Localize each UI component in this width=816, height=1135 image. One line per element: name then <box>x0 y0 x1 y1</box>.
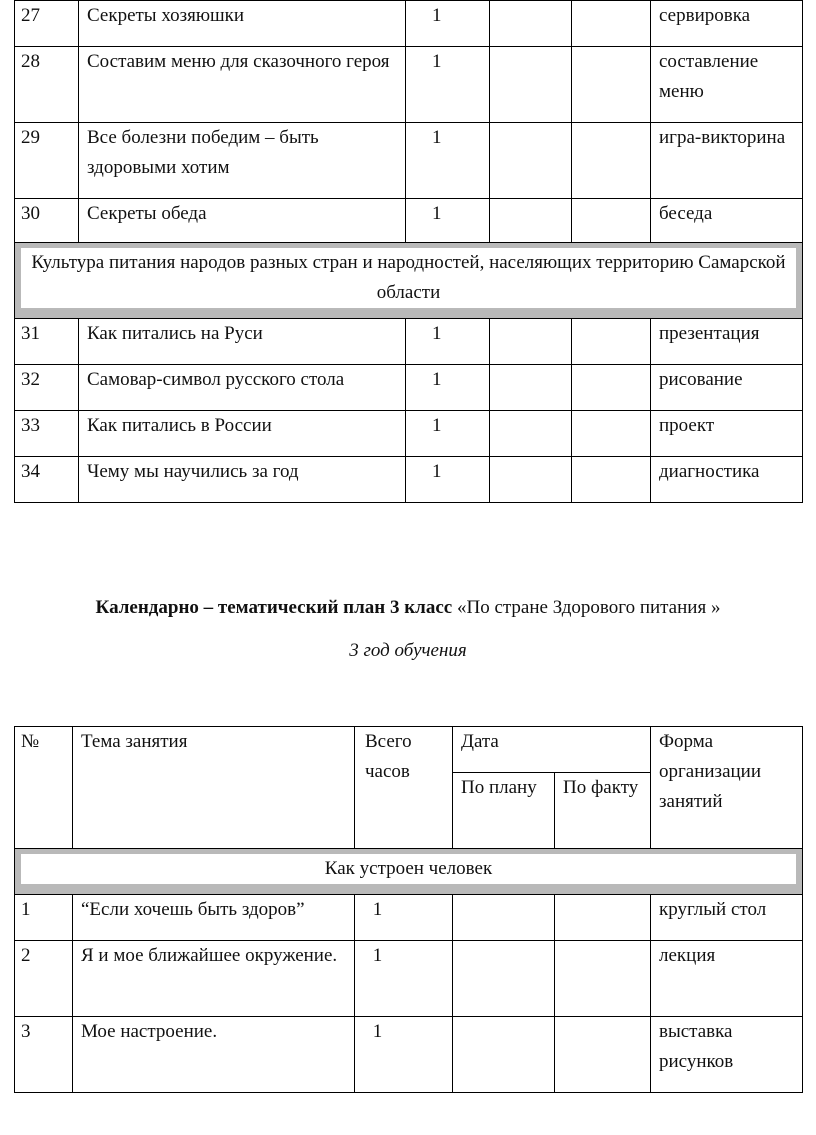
date-plan-cell <box>490 47 572 123</box>
table-row <box>15 47 803 123</box>
row-number: 3 <box>15 1017 73 1093</box>
lesson-hours: 1 <box>406 319 490 365</box>
plan-subheading: 3 год обучения <box>349 640 467 661</box>
row-number: 2 <box>15 941 73 1017</box>
table-row <box>15 319 803 365</box>
lesson-topic: Секреты обеда <box>79 199 406 243</box>
date-plan-cell <box>490 1 572 47</box>
date-plan-cell <box>453 1017 555 1093</box>
date-fact-cell <box>572 47 651 123</box>
row-number: 34 <box>15 457 79 503</box>
row-number: 27 <box>15 1 79 47</box>
date-plan-cell <box>490 411 572 457</box>
row-number: 32 <box>15 365 79 411</box>
table-row <box>15 411 803 457</box>
section-title: Культура питания народов разных стран и народностей, населяющих территорию Самарской области <box>21 248 796 308</box>
plan-heading <box>0 593 816 623</box>
table-row <box>15 123 803 199</box>
col-header-plan: По плану <box>453 773 555 849</box>
lesson-topic: Мое настроение. <box>73 1017 355 1093</box>
lesson-form: круглый стол <box>651 895 803 941</box>
lesson-plan-table-continued <box>14 0 803 503</box>
section-cell <box>15 849 803 895</box>
lesson-topic: Все болезни победим – быть здоровыми хотим <box>79 123 406 199</box>
lesson-form: сервировка <box>651 1 803 47</box>
col-header-number: № <box>15 727 73 849</box>
lesson-topic: Составим меню для сказочного героя <box>79 47 406 123</box>
lesson-form: составление меню <box>651 47 803 123</box>
header-row <box>15 727 803 773</box>
lesson-hours: 1 <box>406 1 490 47</box>
row-number: 33 <box>15 411 79 457</box>
lesson-hours: 1 <box>406 411 490 457</box>
date-plan-cell <box>490 199 572 243</box>
section-row <box>15 849 803 895</box>
row-number: 29 <box>15 123 79 199</box>
date-plan-cell <box>490 457 572 503</box>
table-row <box>15 1 803 47</box>
lesson-topic: Как питались в России <box>79 411 406 457</box>
table-row <box>15 1017 803 1093</box>
lesson-topic: Самовар-символ русского стола <box>79 365 406 411</box>
date-plan-cell <box>453 941 555 1017</box>
section-cell <box>15 243 803 319</box>
date-fact-cell <box>555 1017 651 1093</box>
section-title: Как устроен человек <box>21 854 796 884</box>
lesson-topic: Секреты хозяюшки <box>79 1 406 47</box>
date-fact-cell <box>572 457 651 503</box>
row-number: 1 <box>15 895 73 941</box>
date-fact-cell <box>572 199 651 243</box>
plan-heading-title: «По стране Здорового питания » <box>452 597 721 618</box>
lesson-topic: Я и мое ближайшее окружение. <box>73 941 355 1017</box>
lesson-hours: 1 <box>355 895 453 941</box>
date-fact-cell <box>572 365 651 411</box>
table-row <box>15 199 803 243</box>
table-row <box>15 941 803 1017</box>
table-row <box>15 365 803 411</box>
plan-heading-bold: Календарно – тематический план 3 класс <box>95 597 453 618</box>
date-fact-cell <box>572 319 651 365</box>
col-header-date: Дата <box>453 727 651 773</box>
lesson-form: беседа <box>651 199 803 243</box>
lesson-hours: 1 <box>406 123 490 199</box>
lesson-hours: 1 <box>406 365 490 411</box>
col-header-topic: Тема занятия <box>73 727 355 849</box>
lesson-form: выставка рисунков <box>651 1017 803 1093</box>
lesson-hours: 1 <box>406 457 490 503</box>
table-row <box>15 895 803 941</box>
date-fact-cell <box>555 895 651 941</box>
col-header-hours: Всего часов <box>355 727 453 849</box>
date-fact-cell <box>555 941 651 1017</box>
lesson-topic: Чему мы научились за год <box>79 457 406 503</box>
lesson-plan-table <box>14 726 803 1093</box>
lesson-hours: 1 <box>355 1017 453 1093</box>
date-fact-cell <box>572 1 651 47</box>
lesson-topic: “Если хочешь быть здоров” <box>73 895 355 941</box>
col-header-form: Форма организации занятий <box>651 727 803 849</box>
col-header-fact: По факту <box>555 773 651 849</box>
row-number: 28 <box>15 47 79 123</box>
lesson-hours: 1 <box>355 941 453 1017</box>
lesson-hours: 1 <box>406 47 490 123</box>
lesson-form: презентация <box>651 319 803 365</box>
lesson-form: диагностика <box>651 457 803 503</box>
date-fact-cell <box>572 123 651 199</box>
date-plan-cell <box>490 319 572 365</box>
lesson-form: рисование <box>651 365 803 411</box>
lesson-form: игра-викторина <box>651 123 803 199</box>
lesson-form: проект <box>651 411 803 457</box>
lesson-form: лекция <box>651 941 803 1017</box>
lesson-hours: 1 <box>406 199 490 243</box>
lesson-topic: Как питались на Руси <box>79 319 406 365</box>
date-fact-cell <box>572 411 651 457</box>
section-row <box>15 243 803 319</box>
row-number: 31 <box>15 319 79 365</box>
date-plan-cell <box>490 365 572 411</box>
row-number: 30 <box>15 199 79 243</box>
date-plan-cell <box>453 895 555 941</box>
date-plan-cell <box>490 123 572 199</box>
table-row <box>15 457 803 503</box>
